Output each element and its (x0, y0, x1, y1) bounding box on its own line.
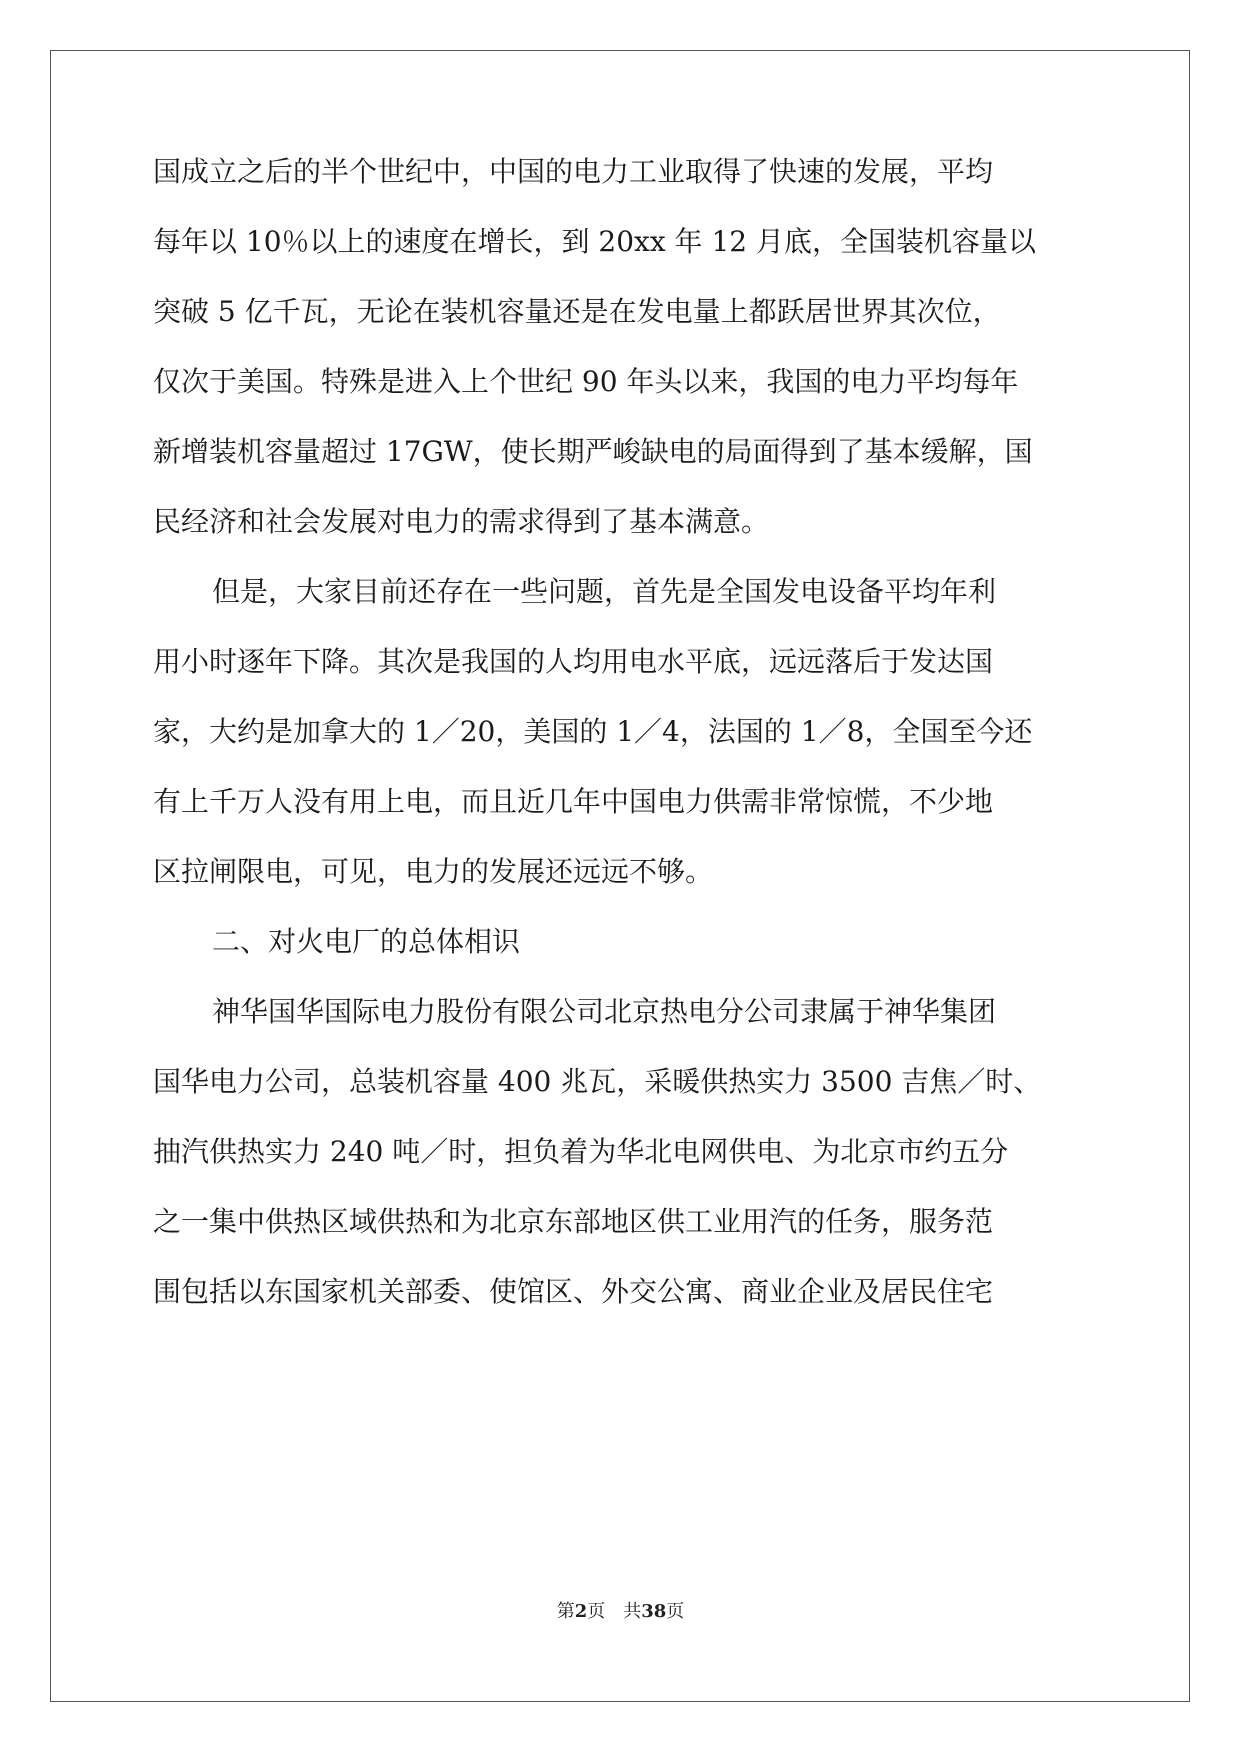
body-line-8: 用小时逐年下降。其次是我国的人均用电水平底，远远落后于发达国 (153, 645, 994, 678)
body-line-10: 有上千万人没有用上电，而且近几年中国电力供需非常惊慌，不少地 (153, 785, 994, 818)
body-line-1: 国成立之后的半个世纪中，中国的电力工业取得了快速的发展，平均 (153, 155, 994, 188)
page-footer (0, 1600, 1241, 1624)
body-line-13: 神华国华国际电力股份有限公司北京热电分公司隶属于神华集团 (212, 995, 997, 1028)
footer-current-page: 2 (574, 1601, 588, 1622)
body-line-6: 民经济和社会发展对电力的需求得到了基本满意。 (153, 505, 770, 538)
footer-middle: 页 共 (587, 1601, 642, 1622)
body-line-4: 仅次于美国。特殊是进入上个世纪 90 年头以来，我国的电力平均每年 (153, 365, 1019, 398)
body-line-3: 突破 5 亿千瓦，无论在装机容量还是在发电量上都跃居世界其次位， (153, 295, 1001, 328)
body-line-5: 新增装机容量超过 17GW，使长期严峻缺电的局面得到了基本缓解，国 (153, 435, 1033, 468)
body-line-17: 围包括以东国家机关部委、使馆区、外交公寓、商业企业及居民住宅 (153, 1275, 994, 1308)
body-line-14: 国华电力公司，总装机容量 400 兆瓦，采暖供热实力 3500 吉焦／时、 (153, 1065, 1042, 1098)
body-line-16: 之一集中供热区域供热和为北京东部地区供工业用汽的任务，服务范 (153, 1205, 994, 1238)
body-line-15: 抽汽供热实力 240 吨／时，担负着为华北电网供电、为北京市约五分 (153, 1135, 1009, 1168)
body-line-2: 每年以 10％以上的速度在增长，到 20xx 年 12 月底，全国装机容量以 (153, 225, 1036, 258)
footer-suffix: 页 (666, 1601, 685, 1622)
section-heading: 二、对火电厂的总体相识 (212, 925, 521, 958)
body-line-7: 但是，大家目前还存在一些问题，首先是全国发电设备平均年利 (212, 575, 997, 608)
body-line-9: 家，大约是加拿大的 1／20，美国的 1／4，法国的 1／8，全国至今还 (153, 715, 1033, 748)
footer-total-pages: 38 (641, 1601, 667, 1622)
body-line-11: 区拉闸限电，可见，电力的发展还远远不够。 (153, 855, 714, 888)
footer-prefix: 第 (556, 1601, 575, 1622)
